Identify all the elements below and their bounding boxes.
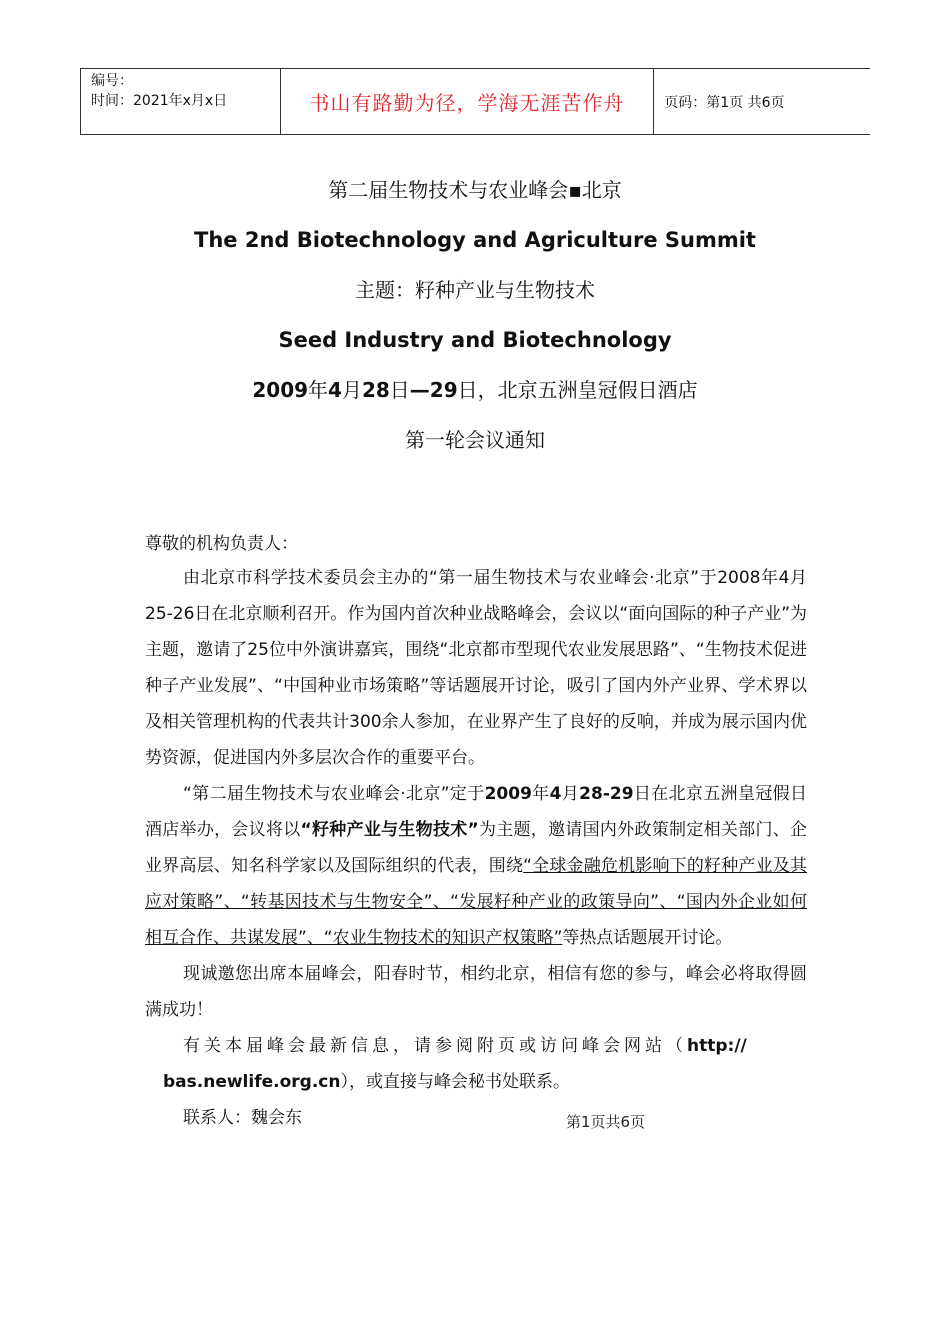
date-yue: 月: [341, 378, 362, 402]
title-block: [0, 172, 950, 472]
p2-text-c: 月: [561, 784, 580, 804]
paragraph-first-summit: 由北京市科学技术委员会主办的“第一届生物技术与农业峰会·北京”于2008年4月25-26日在北京顺利召开。作为国内首次种业战略峰会，会议以“面向国际的种子产业”为主题，邀请了25位中外演讲嘉宾，围绕“北京都市型现代农业发展思路”、“生物技术促进种子产业发展”、“中国种业市场策略”等话题展开讨论，吸引了国内外产业界、学术界以及相关管理机构的代表共计300余人参加，在业界产生了良好的反响，并成为展示国内优势资源，促进国内外多层次合作的重要平台。: [145, 568, 808, 768]
header-table: [80, 68, 870, 135]
date-dash-end: —29: [409, 378, 458, 402]
date-year: 2009: [252, 378, 309, 402]
footer-pager: 第1页共6页: [566, 1113, 646, 1131]
cn-theme: 主题：籽种产业与生物技术: [355, 278, 595, 302]
header-page-cell: [654, 69, 870, 134]
p2-text-f: 等热点话题展开讨论。: [562, 928, 733, 948]
date-venue: 日，北京五洲皇冠假日酒店: [457, 378, 698, 402]
p2-text-e: 为主题，邀请国内外政策制定相关部门、企业界高层、知名科学家以及国际组织的代表，围绕: [145, 820, 808, 876]
motto-text: 书山有路勤为径，学海无涯苦作舟: [309, 91, 625, 115]
date-nian: 年: [308, 378, 329, 402]
cn-title: 第二届生物技术与农业峰会▪北京: [328, 178, 622, 202]
website-link-domain[interactable]: bas.newlife.org.cn: [163, 1072, 341, 1092]
paragraph-website: [145, 1028, 807, 1100]
page-label: 页码：第1页 共6页: [664, 94, 785, 111]
header-meta-cell: [81, 69, 281, 134]
notice-title: 第一轮会议通知: [405, 428, 545, 452]
contact-line: 联系人：魏会东: [183, 1108, 302, 1128]
p2-month: 4: [549, 784, 562, 804]
p4-text-b: ），或直接与峰会秘书处联系。: [340, 1072, 570, 1092]
number-label: 编号：: [91, 73, 133, 89]
time-label: 时间：2021年x月x日: [91, 93, 228, 109]
header-motto-cell: [281, 69, 655, 134]
greeting: 尊敬的机构负责人：: [145, 534, 298, 554]
p2-text-b: 年: [531, 784, 550, 804]
date-month: 4: [328, 378, 342, 402]
p2-theme: “籽种产业与生物技术”: [300, 820, 479, 840]
p4-text-a: 有关本届峰会最新信息，请参阅附页或访问峰会网站（: [183, 1036, 687, 1056]
date-venue-line: [0, 372, 950, 422]
letter-body: [145, 528, 807, 1136]
paragraph-second-summit: [145, 776, 807, 956]
paragraph-invitation: 现诚邀您出席本届峰会，阳春时节，相约北京，相信有您的参与，峰会必将取得圆满成功！: [145, 964, 807, 1020]
p2-topics: “全球金融危机影响下的籽种产业及其应对策略”、“转基因技术与生物安全”、“发展籽种产业的政策导向”、“国内外企业如何相互合作、共谋发展”、“农业生物技术的知识产权策略”: [145, 856, 808, 948]
date-days: 28: [361, 378, 390, 402]
website-link-prefix[interactable]: http://: [687, 1036, 747, 1056]
en-title: The 2nd Biotechnology and Agriculture Summit: [194, 228, 756, 252]
p2-days: 28-29: [579, 784, 634, 804]
date-ri: 日: [389, 378, 410, 402]
p2-text-a: “第二届生物技术与农业峰会·北京”定于: [183, 784, 485, 804]
en-theme: Seed Industry and Biotechnology: [278, 328, 672, 352]
p2-year: 2009: [484, 784, 532, 804]
p2-text-d: 日在北京五洲皇冠假日酒店举办，会议将以: [145, 784, 808, 840]
